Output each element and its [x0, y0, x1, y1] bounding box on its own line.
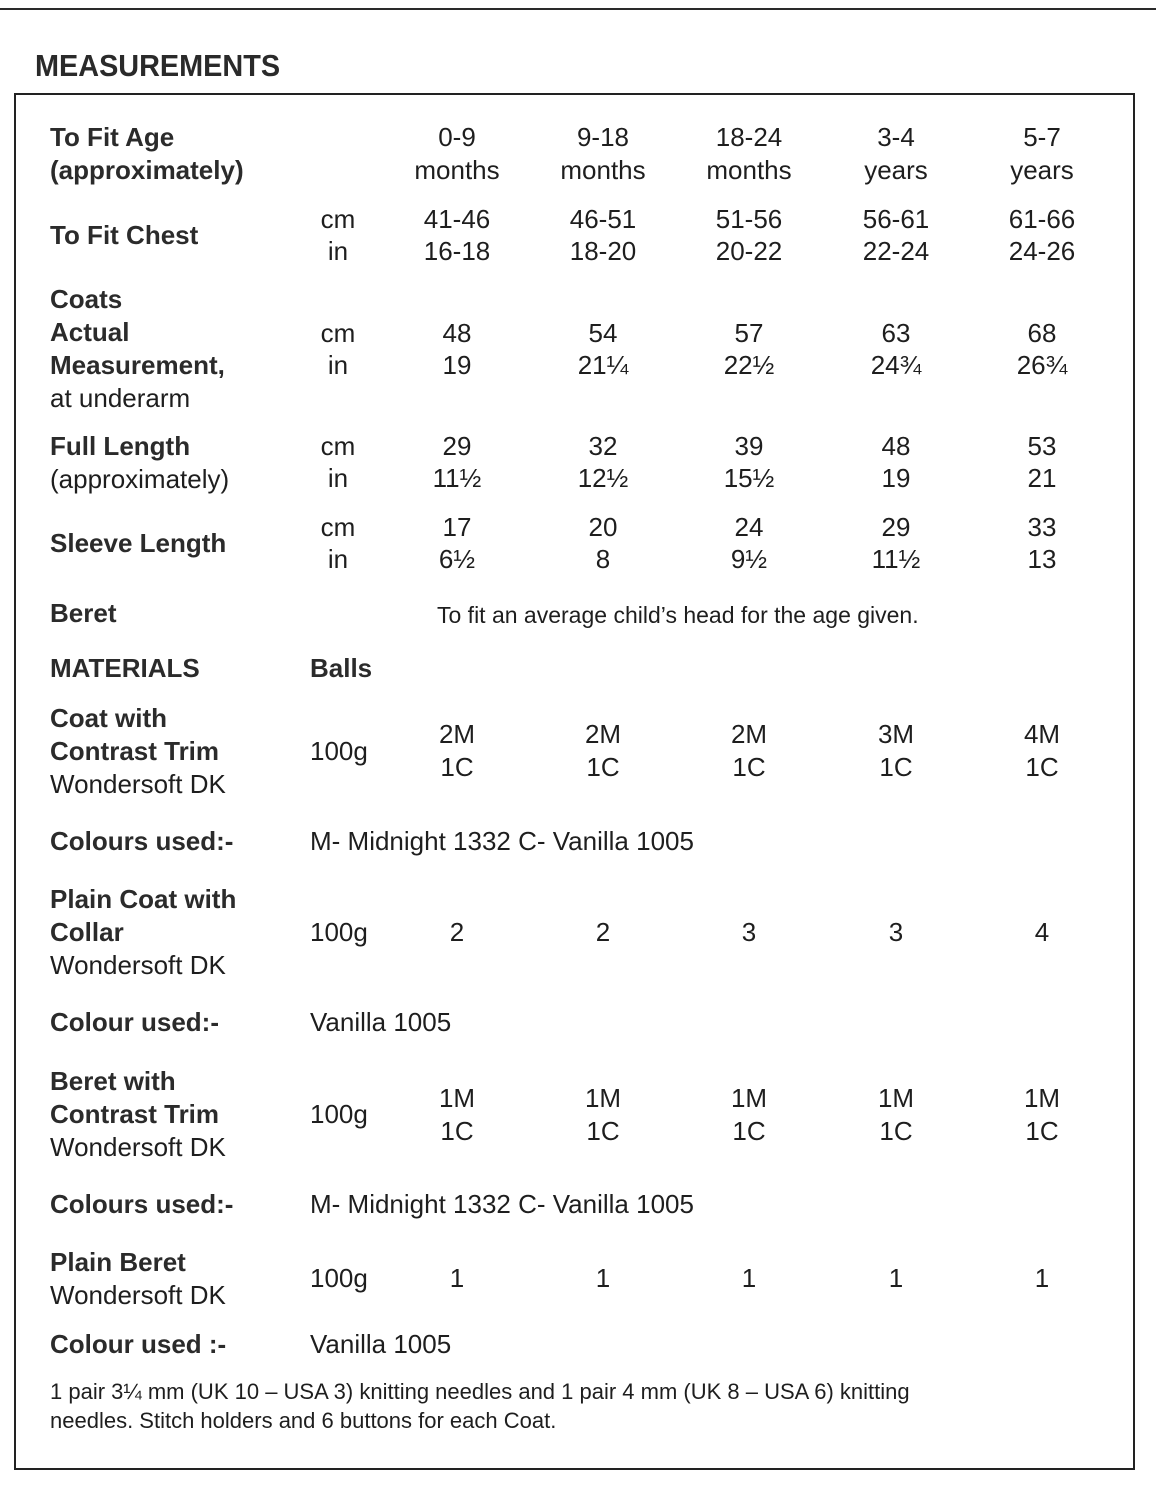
material-ball-count: 1C: [586, 752, 620, 782]
unit-cm: cm: [320, 512, 356, 542]
balls-label: Balls: [310, 653, 373, 683]
full-length-label: Full Length: [50, 431, 191, 461]
material-ball-count: 1: [741, 1263, 757, 1293]
material-ball-count: 1: [888, 1263, 904, 1293]
needles-note: 1 pair 3¼ mm (UK 10 – USA 3) knitting needles and 1 pair 4 mm (UK 8 – USA 6) knitting: [50, 1379, 910, 1404]
chest-cm-value: 46-51: [569, 204, 637, 234]
material-ball-count: 1M: [438, 1083, 476, 1113]
materials-heading: MATERIALS: [50, 653, 200, 683]
sleeve-cm-value: 29: [881, 512, 911, 542]
material-item-label: Contrast Trim: [50, 1099, 220, 1129]
actual-measurement-label: at underarm: [50, 383, 191, 413]
material-ball-count: 1M: [877, 1083, 915, 1113]
material-ball-count: 1M: [584, 1083, 622, 1113]
size-header: months: [706, 155, 792, 185]
chest-in-value: 24-26: [1008, 236, 1076, 266]
sleeve-length-label: Sleeve Length: [50, 528, 227, 558]
material-item-label: Wondersoft DK: [50, 1280, 226, 1310]
material-ball-count: 1C: [879, 752, 913, 782]
material-weight: 100g: [310, 736, 368, 766]
sleeve-in-value: 8: [595, 544, 611, 574]
sleeve-in-value: 11½: [871, 544, 921, 574]
actual-measurement-label: Measurement,: [50, 350, 225, 380]
size-header: months: [560, 155, 646, 185]
actual-measurement-label: Actual: [50, 317, 130, 347]
material-ball-count: 1C: [440, 752, 474, 782]
size-header: years: [1010, 155, 1074, 185]
unit-in: in: [327, 236, 349, 266]
colours-used-value: Vanilla 1005: [310, 1007, 452, 1037]
unit-cm: cm: [320, 431, 356, 461]
material-ball-count: 1C: [879, 1116, 913, 1146]
material-weight: 100g: [310, 1099, 368, 1129]
material-item-label: Contrast Trim: [50, 736, 220, 766]
top-rule: [0, 8, 1156, 10]
material-ball-count: 1C: [732, 1116, 766, 1146]
actual-in-value: 26¾: [1016, 350, 1068, 380]
sleeve-in-value: 13: [1027, 544, 1057, 574]
chest-cm-value: 41-46: [423, 204, 491, 234]
material-item-label: Coat with: [50, 703, 167, 733]
full-length-cm-value: 32: [588, 431, 618, 461]
page-title: MEASUREMENTS: [35, 48, 281, 83]
material-ball-count: 2M: [438, 719, 476, 749]
material-ball-count: 4: [1034, 917, 1050, 947]
material-ball-count: 3M: [877, 719, 915, 749]
material-ball-count: 2M: [730, 719, 768, 749]
material-ball-count: 1: [595, 1263, 611, 1293]
sleeve-in-value: 9½: [730, 544, 768, 574]
material-ball-count: 1C: [1025, 1116, 1059, 1146]
colours-used-value: M- Midnight 1332 C- Vanilla 1005: [310, 826, 694, 856]
material-weight: 100g: [310, 1263, 368, 1293]
full-length-in-value: 15½: [723, 463, 775, 493]
material-ball-count: 1M: [1023, 1083, 1061, 1113]
colours-used-label: Colours used:-: [50, 1189, 234, 1219]
material-ball-count: 3: [888, 917, 904, 947]
material-item-label: Beret with: [50, 1066, 176, 1096]
full-length-in-value: 11½: [432, 463, 482, 493]
actual-in-value: 22½: [723, 350, 775, 380]
material-item-label: Plain Beret: [50, 1247, 186, 1277]
material-ball-count: 1C: [586, 1116, 620, 1146]
unit-in: in: [327, 463, 349, 493]
size-header: 18-24: [715, 122, 783, 152]
chest-in-value: 16-18: [423, 236, 491, 266]
material-item-label: Wondersoft DK: [50, 950, 226, 980]
beret-label: Beret: [50, 598, 117, 628]
colours-used-value: M- Midnight 1332 C- Vanilla 1005: [310, 1189, 694, 1219]
material-ball-count: 2M: [584, 719, 622, 749]
colours-used-label: Colours used:-: [50, 826, 234, 856]
beret-fit-text: To fit an average child’s head for the age given.: [437, 602, 919, 628]
unit-cm: cm: [320, 204, 356, 234]
needles-note: needles. Stitch holders and 6 buttons for each Coat.: [50, 1408, 557, 1433]
actual-in-value: 19: [442, 350, 472, 380]
material-ball-count: 1: [1034, 1263, 1050, 1293]
material-ball-count: 1M: [730, 1083, 768, 1113]
actual-cm-value: 54: [588, 318, 618, 348]
material-item-label: Collar: [50, 917, 124, 947]
actual-cm-value: 63: [881, 318, 911, 348]
full-length-cm-value: 48: [881, 431, 911, 461]
age-label: (approximately): [50, 155, 244, 185]
age-label: To Fit Age: [50, 122, 175, 152]
material-ball-count: 2: [595, 917, 611, 947]
full-length-cm-value: 29: [442, 431, 472, 461]
unit-in: in: [327, 544, 349, 574]
actual-cm-value: 48: [442, 318, 472, 348]
sleeve-cm-value: 20: [588, 512, 618, 542]
chest-in-value: 22-24: [862, 236, 930, 266]
size-header: 5-7: [1023, 122, 1061, 152]
full-length-cm-value: 53: [1027, 431, 1057, 461]
material-weight: 100g: [310, 917, 368, 947]
actual-cm-value: 57: [734, 318, 764, 348]
chest-cm-value: 61-66: [1008, 204, 1076, 234]
sleeve-in-value: 6½: [438, 544, 476, 574]
full-length-in-value: 21: [1027, 463, 1057, 493]
size-header: 3-4: [877, 122, 915, 152]
actual-measurement-label: Coats: [50, 284, 123, 314]
size-header: years: [864, 155, 928, 185]
size-header: 9-18: [576, 122, 630, 152]
full-length-cm-value: 39: [734, 431, 764, 461]
colours-used-label: Colour used:-: [50, 1007, 219, 1037]
material-ball-count: 2: [449, 917, 465, 947]
material-item-label: Wondersoft DK: [50, 1132, 226, 1162]
material-item-label: Wondersoft DK: [50, 769, 226, 799]
chest-in-value: 18-20: [569, 236, 637, 266]
actual-in-value: 24¾: [870, 350, 922, 380]
chest-label: To Fit Chest: [50, 220, 199, 250]
full-length-in-value: 19: [881, 463, 911, 493]
sleeve-cm-value: 24: [734, 512, 764, 542]
chest-cm-value: 56-61: [862, 204, 930, 234]
material-ball-count: 1: [449, 1263, 465, 1293]
colours-used-label: Colour used :-: [50, 1329, 227, 1359]
material-item-label: Plain Coat with: [50, 884, 237, 914]
full-length-label: (approximately): [50, 464, 230, 494]
material-ball-count: 3: [741, 917, 757, 947]
size-header: months: [414, 155, 500, 185]
material-ball-count: 4M: [1023, 719, 1061, 749]
actual-in-value: 21¼: [577, 350, 629, 380]
sleeve-cm-value: 17: [442, 512, 472, 542]
size-header: 0-9: [438, 122, 476, 152]
material-ball-count: 1C: [1025, 752, 1059, 782]
unit-in: in: [327, 350, 349, 380]
actual-cm-value: 68: [1027, 318, 1057, 348]
sleeve-cm-value: 33: [1027, 512, 1057, 542]
material-ball-count: 1C: [732, 752, 766, 782]
chest-in-value: 20-22: [715, 236, 783, 266]
chest-cm-value: 51-56: [715, 204, 783, 234]
material-ball-count: 1C: [440, 1116, 474, 1146]
colours-used-value: Vanilla 1005: [310, 1329, 452, 1359]
unit-cm: cm: [320, 318, 356, 348]
full-length-in-value: 12½: [577, 463, 629, 493]
